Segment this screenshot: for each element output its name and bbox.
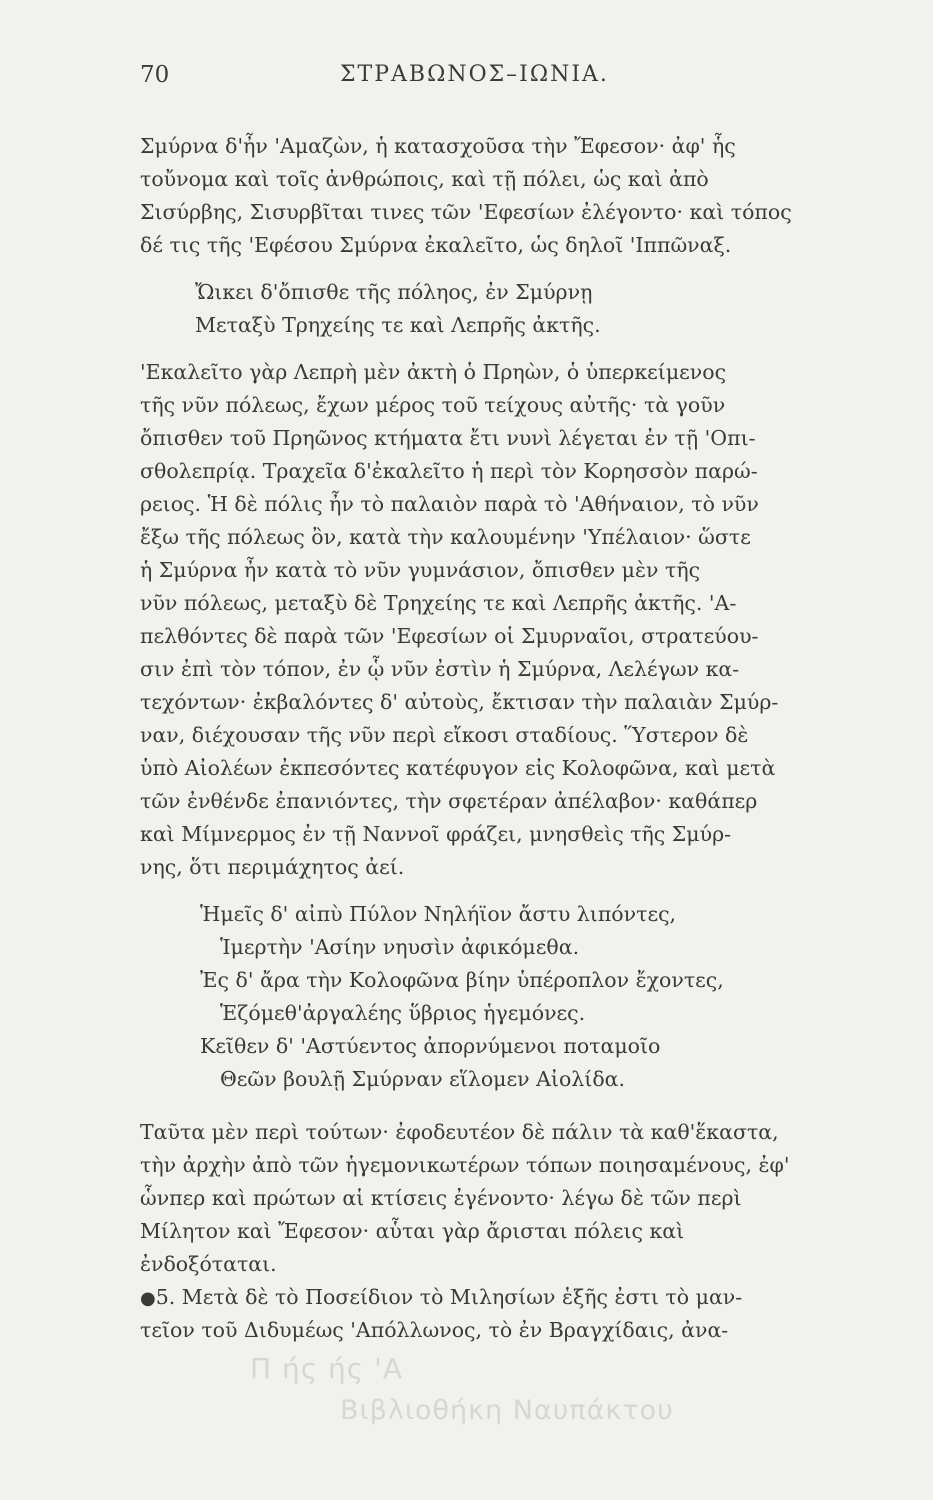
running-head [140,62,860,92]
text-line: ναν, διέχουσαν τῆς νῦν περὶ εἴκοσι σταδίους. Ὕστερον δὲ [140,723,749,747]
text-line: νῦν πόλεως, μεταξὺ δὲ Τρηχείης τε καὶ Λεπρῆς ἀκτῆς. 'Α- [140,591,737,615]
text-line: ὄπισθεν τοῦ Πρηῶνος κτήματα ἔτι νυνὶ λέγεται ἐν τῇ 'Οπι- [140,426,756,450]
text-line: τεῖον τοῦ Διδυμέως 'Απόλλωνος, τὸ ἐν Βραγχίδαις, ἀνα- [140,1318,729,1342]
verse-line: Ἐς δ' ἄρα τὴν Κολοφῶνα βίην ὑπέροπλον ἔχοντες, [200,968,724,992]
paragraph-2 [140,356,865,884]
text-line: τῆς νῦν πόλεως, ἔχων μέρος τοῦ τείχους αὐτῆς· τὰ γοῦν [140,393,726,417]
text-line: δέ τις τῆς 'Εφέσου Σμύρνα ἐκαλεῖτο, ὡς δηλοῖ 'Ιππῶναξ. [140,233,732,257]
running-title: ΣΤΡΑΒΩΝΟΣ–ΙΩΝΙΑ. [340,62,609,87]
text-line: Σισύρβης, Σισυρβῖται τινες τῶν 'Εφεσίων ἐλέγοντο· καὶ τόπος [140,200,792,224]
quote-line: Ὤικει δ'ὄπισθε τῆς πόληος, ἐν Σμύρνῃ [195,280,593,304]
text-line: τεχόντων· ἐκβαλόντες δ' αὐτοὺς, ἔκτισαν τὴν παλαιὰν Σμύρ- [140,690,779,714]
quote-hipponax [140,276,865,342]
verse-line: Θεῶν βουλῇ Σμύρναν εἵλομεν Αἰολίδα. [220,1067,626,1091]
verse-line: Ἡμεῖς δ' αἰπὺ Πύλον Νηλήϊον ἄστυ λιπόντες, [200,902,677,926]
text-line: ὑπὸ Αἰολέων ἐκπεσόντες κατέφυγον εἰς Κολοφῶνα, καὶ μετὰ [140,756,776,780]
text-line: Σμύρνα δ'ἦν 'Αμαζὼν, ἡ κατασχοῦσα τὴν Ἔφεσον· ἀφ' ἧς [140,134,736,158]
text-line: ἡ Σμύρνα ἦν κατὰ τὸ νῦν γυμνάσιον, ὄπισθεν μὲν τῆς [140,558,701,582]
text-line: ἔξω τῆς πόλεως ὂν, κατὰ τὴν καλουμένην 'Υπέλαιον· ὥστε [140,525,751,549]
text-line: ἐνδοξόταται. [140,1252,277,1276]
verse-line: Κεῖθεν δ' 'Αστύεντος ἀπορνύμενοι ποταμοῖο [200,1034,661,1058]
text-line: ρειος. Ἡ δὲ πόλις ἦν τὸ παλαιὸν παρὰ τὸ 'Αθήναιον, τὸ νῦν [140,492,759,516]
watermark-text: Π ής ής 'Α [250,1352,403,1385]
text-line: τῶν ἐνθένδε ἐπανιόντες, τὴν σφετέραν ἀπέλαβον· καθάπερ [140,789,758,813]
section-5-text: 5. Μετὰ δὲ τὸ Ποσείδιον τὸ Μιλησίων ἑξῆς ἐστι τὸ μαν- [155,1285,743,1309]
text-line: νης, ὅτι περιμάχητος ἀεί. [140,855,405,879]
paragraph-3 [140,1116,865,1281]
verse-mimnermus [140,898,865,1096]
text-line: πελθόντες δὲ παρὰ τῶν 'Εφεσίων οἱ Σμυρναῖοι, στρατεύου- [140,624,759,648]
section-bullet: ● [140,1288,156,1309]
section-5-line [140,1281,865,1314]
text-line: τὴν ἀρχὴν ἀπὸ τῶν ἡγεμονικωτέρων τόπων ποιησαμένους, ἐφ' [140,1153,790,1177]
library-watermark: Βιβλιοθήκη Ναυπάκτου [340,1395,674,1426]
page-number: 70 [140,62,170,88]
quote-line: Μεταξὺ Τρηχείης τε καὶ Λεπρῆς ἀκτῆς. [195,313,601,337]
verse-line: Ἱμερτὴν 'Ασίην νηυσὶν ἀφικόμεθα. [220,935,580,959]
section-5 [140,1281,865,1347]
paragraph-1 [140,130,865,262]
text-line: 'Εκαλεῖτο γὰρ Λεπρὴ μὲν ἀκτὴ ὁ Πρηὼν, ὁ ὑπερκείμενος [140,360,727,384]
text-line: σιν ἐπὶ τὸν τόπον, ἐν ᾧ νῦν ἐστὶν ἡ Σμύρνα, Λελέγων κα- [140,657,740,681]
text-line: ὧνπερ καὶ πρώτων αἱ κτίσεις ἐγένοντο· λέγω δὲ τῶν περὶ [140,1186,742,1210]
text-line: Ταῦτα μὲν περὶ τούτων· ἐφοδευτέον δὲ πάλιν τὰ καθ'ἕκαστα, [140,1120,779,1144]
text-line: καὶ Μίμνερμος ἐν τῇ Ναννοῖ φράζει, μνησθεὶς τῆς Σμύρ- [140,822,732,846]
verse-line: Ἑζόμεθ'ἀργαλέης ὕβριος ἡγεμόνες. [220,1001,586,1025]
text-line: τοὔνομα καὶ τοῖς ἀνθρώποις, καὶ τῇ πόλει, ὡς καὶ ἀπὸ [140,167,709,191]
text-line: σθολεπρίᾳ. Τραχεῖα δ'ἐκαλεῖτο ἡ περὶ τὸν Κορησσὸν παρώ- [140,459,758,483]
page-body [140,130,865,1347]
text-line: Μίλητον καὶ Ἔφεσον· αὗται γὰρ ἄρισται πόλεις καὶ [140,1219,685,1243]
